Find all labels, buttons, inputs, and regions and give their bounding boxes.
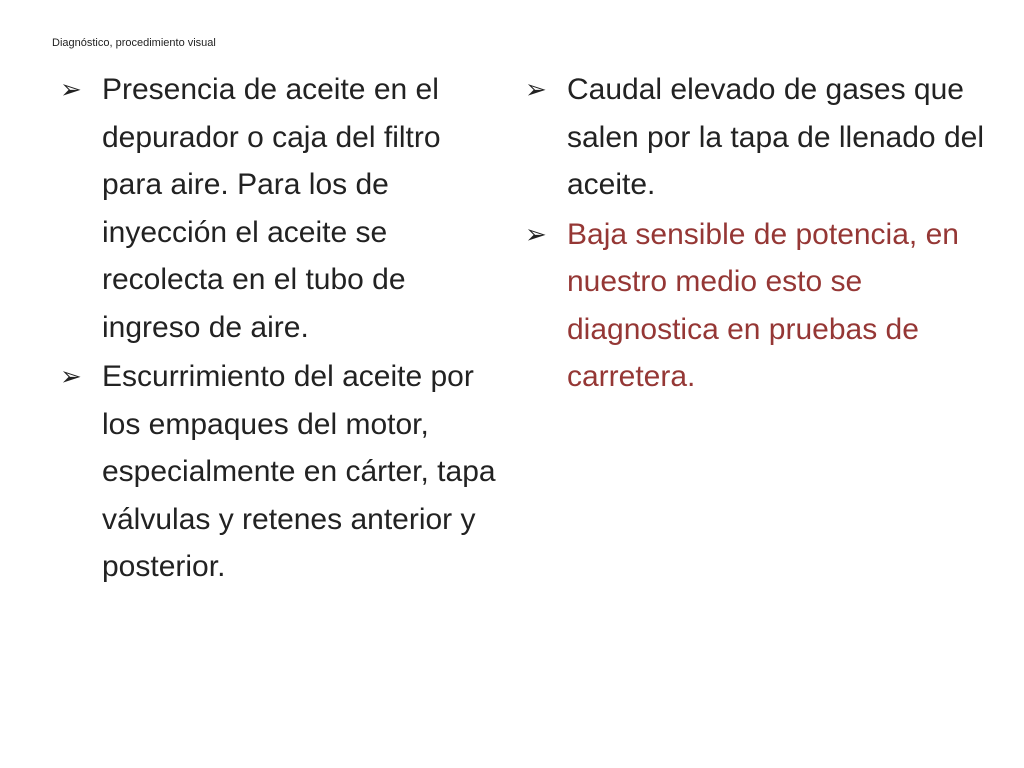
bullet-text: Presencia de aceite en el depurador o caja del filtro para aire. Para los de inyección el aceite se recolecta en el tubo de ingreso de aire. [102,73,441,344]
arrowhead-bullet-icon: ➢ [60,361,82,391]
arrowhead-bullet-icon: ➢ [525,218,547,249]
bullet-item-highlighted [525,211,985,401]
left-column [60,66,500,593]
slide-title: Diagnóstico, procedimiento visual [52,37,216,49]
bullet-text: Caudal elevado de gases que salen por la tapa de llenado del aceite. [567,73,984,201]
right-column [525,66,985,403]
arrowhead-bullet-icon: ➢ [525,74,547,104]
bullet-text-highlighted: Baja sensible de potencia, en nuestro medio esto se diagnostica en pruebas de carretera. [567,217,959,393]
arrowhead-bullet-icon: ➢ [60,74,82,104]
bullet-item [60,353,500,591]
bullet-item [525,66,985,209]
bullet-text: Escurrimiento del aceite por los empaques del motor, especialmente en cárter, tapa válvulas y retenes anterior y posterior. [102,360,496,583]
bullet-item [60,66,500,351]
